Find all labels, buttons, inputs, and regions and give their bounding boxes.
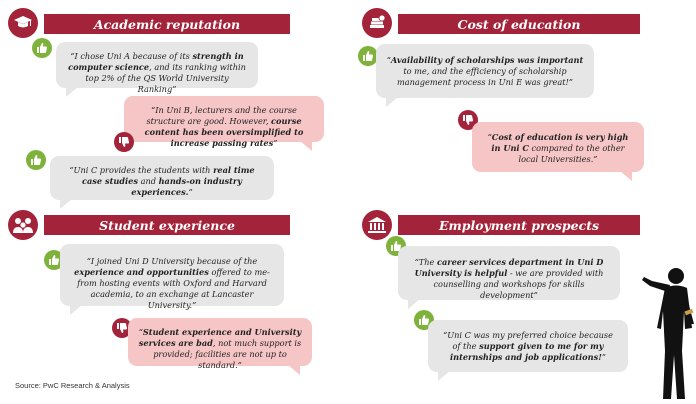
- quote-text: - we are provided with counselling and workshops for skills development”: [433, 268, 604, 300]
- quote-highlight: career services department in Uni D University is helpful: [414, 257, 604, 278]
- quote-text: “In Uni B, lecturers and the course structure are good. However,: [146, 105, 297, 126]
- quote-text: compared to the other local Universities.”: [518, 143, 625, 164]
- graduation-cap-icon: [8, 8, 38, 38]
- people-icon: [8, 210, 38, 240]
- quote-bubble: [128, 318, 312, 370]
- quote-text: “Uni C was my preferred choice because of the: [443, 330, 613, 351]
- thumbs-up-icon: [26, 150, 46, 170]
- quote-text: “: [138, 327, 143, 337]
- source-note: Source: PwC Research & Analysis: [15, 381, 130, 390]
- quote-text: offered to me- from hosting events with Oxford and Harvard academia, to an exchange at Lancaster University.”: [77, 267, 270, 310]
- quote-highlight: strength in computer science: [68, 51, 244, 72]
- quote-bubble: [398, 246, 620, 300]
- quote-highlight: course content has been oversimplified to increase passing rates: [144, 116, 304, 148]
- section-title-academic-reputation: Academic reputation: [44, 14, 290, 34]
- quote-text: “Uni C provides the students with: [69, 165, 214, 175]
- quote-bubble: [472, 122, 644, 172]
- quote-bubble: [124, 96, 324, 148]
- quote-text: “: [386, 55, 391, 65]
- quote-bubble: [428, 320, 628, 372]
- section-title-cost-of-education: Cost of education: [398, 14, 640, 34]
- institution-building-icon: [362, 210, 392, 240]
- quote-text: ”: [188, 187, 193, 197]
- quote-highlight: support given to me for my internships and job applications!: [450, 341, 604, 362]
- quote-highlight: real time case studies: [82, 165, 255, 186]
- quote-bubble: [376, 44, 594, 98]
- quote-text: “I joined Uni D University because of the: [86, 256, 258, 266]
- thumbs-down-icon: [114, 132, 134, 152]
- quote-text: , and its ranking within top 2% of the QS World University Ranking”: [85, 62, 246, 94]
- quote-highlight: experience and opportunities: [74, 267, 209, 277]
- quote-highlight: hands-on industry experiences.: [131, 176, 242, 197]
- quote-text: to me, and the efficiency of scholarship management process in Uni E was great!”: [397, 66, 573, 87]
- thumbs-up-icon: [32, 38, 52, 58]
- quote-bubble: [56, 42, 258, 94]
- section-title-student-experience: Student experience: [44, 215, 290, 235]
- quote-text: , not much support is provided; facilities are not up to standard.”: [153, 338, 302, 370]
- quote-bubble: [50, 156, 274, 200]
- money-stack-icon: [362, 8, 392, 38]
- section-title-employment-prospects: Employment prospects: [398, 215, 640, 235]
- quote-text: “I chose Uni A because of its: [70, 51, 193, 61]
- quote-highlight: Availability of scholarships was important: [390, 55, 584, 65]
- quote-text: “: [487, 132, 492, 142]
- thumbs-up-icon: [358, 46, 378, 66]
- quote-text: and: [137, 176, 159, 186]
- quote-text: “The: [414, 257, 437, 267]
- quote-highlight: Student experience and University services are bad: [138, 327, 302, 348]
- quote-text: ”: [273, 138, 278, 148]
- quote-bubble: [60, 244, 284, 310]
- presenter-silhouette-icon: [638, 262, 696, 400]
- quote-highlight: Cost of education is very high in Uni C: [491, 132, 629, 153]
- quote-text: ”: [601, 352, 606, 362]
